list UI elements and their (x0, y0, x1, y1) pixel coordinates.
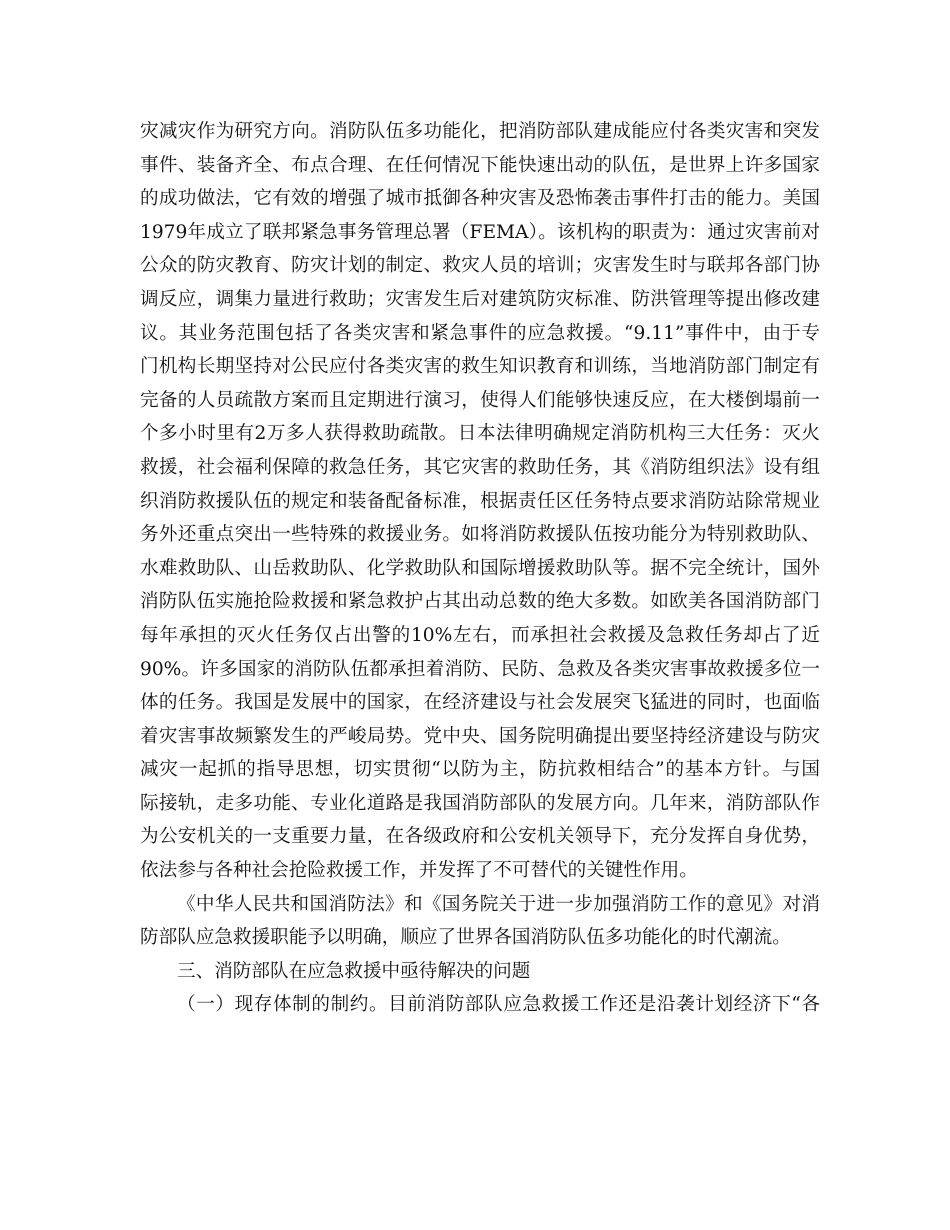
text-line: 着灾害事故频繁发生的严峻局势。党中央、国务院明确提出要坚持经济建设与防灾 (140, 725, 820, 747)
text-line: 消防队伍实施抢险救援和紧急救护占其出动总数的绝大多数。如欧美各国消防部门 (140, 591, 820, 613)
text-line: 体的任务。我国是发展中的国家，在经济建设与社会发展突飞猛进的同时，也面临 (140, 692, 820, 714)
text-line: 务外还重点突出一些特殊的救援业务。如将消防救援队伍按功能分为特别救助队、 (140, 524, 820, 546)
text-line: 织消防救援队伍的规定和装备配备标准，根据责任区任务特点要求消防站除常规业 (140, 490, 820, 512)
section-heading: 三、消防部队在应急救援中亟待解决的问题 (177, 960, 531, 982)
text-line: 个多小时里有2万多人获得救助疏散。日本法律明确规定消防机构三大任务：灭火 (140, 423, 820, 445)
text-line: 公众的防灾教育、防灾计划的制定、救灾人员的培训；灾害发生时与联邦各部门协 (140, 255, 820, 277)
text-line: 90%。许多国家的消防队伍都承担着消防、民防、急救及各类灾害事故救援多位一 (140, 658, 820, 680)
text-line: 的成功做法，它有效的增强了城市抵御各种灾害及恐怖袭击事件打击的能力。美国 (140, 188, 820, 210)
text-line: 灾减灾作为研究方向。消防队伍多功能化，把消防部队建成能应付各类灾害和突发 (140, 121, 820, 142)
subsection-first-line: （一）现存体制的制约。目前消防部队应急救援工作还是沿袭计划经济下“各 (177, 994, 820, 1016)
text-line: 为公安机关的一支重要力量，在各级政府和公安机关领导下，充分发挥自身优势， (140, 826, 820, 848)
text-line: 际接轨，走多功能、专业化道路是我国消防部队的发展方向。几年来，消防部队作 (140, 792, 820, 814)
paragraph-last-line: 防部队应急救援职能予以明确，顺应了世界各国消防队伍多功能化的时代潮流。 (140, 927, 791, 949)
body-text (140, 115, 820, 1022)
text-line: 1979年成立了联邦紧急事务管理总署（FEMA）。该机构的职责为：通过灾害前对 (140, 221, 820, 243)
text-line: 门机构长期坚持对公民应付各类灾害的救生知识教育和训练，当地消防部门制定有 (140, 356, 820, 378)
paragraph-first-line: 《中华人民共和国消防法》和《国务院关于进一步加强消防工作的意见》对消 (177, 893, 820, 915)
text-line: 议。其业务范围包括了各类灾害和紧急事件的应急救援。“9.11”事件中，由于专 (140, 322, 820, 344)
paragraph-last-line: 依法参与各种社会抢险救援工作，并发挥了不可替代的关键性作用。 (140, 860, 698, 882)
text-line: 事件、装备齐全、布点合理、在任何情况下能快速出动的队伍，是世界上许多国家 (140, 154, 820, 176)
text-line: 调反应，调集力量进行救助；灾害发生后对建筑防灾标准、防洪管理等提出修改建 (140, 288, 820, 310)
text-line: 救援，社会福利保障的救急任务，其它灾害的救助任务，其《消防组织法》设有组 (140, 456, 820, 478)
text-line: 减灾一起抓的指导思想，切实贯彻“以防为主，防抗救相结合”的基本方针。与国 (140, 759, 820, 781)
text-line: 水难救助队、山岳救助队、化学救助队和国际增援救助队等。据不完全统计，国外 (140, 557, 820, 579)
text-line: 完备的人员疏散方案而且定期进行演习，使得人们能够快速反应，在大楼倒塌前一 (140, 389, 820, 411)
text-line: 每年承担的灭火任务仅占出警的10%左右，而承担社会救援及急救任务却占了近 (140, 624, 820, 646)
